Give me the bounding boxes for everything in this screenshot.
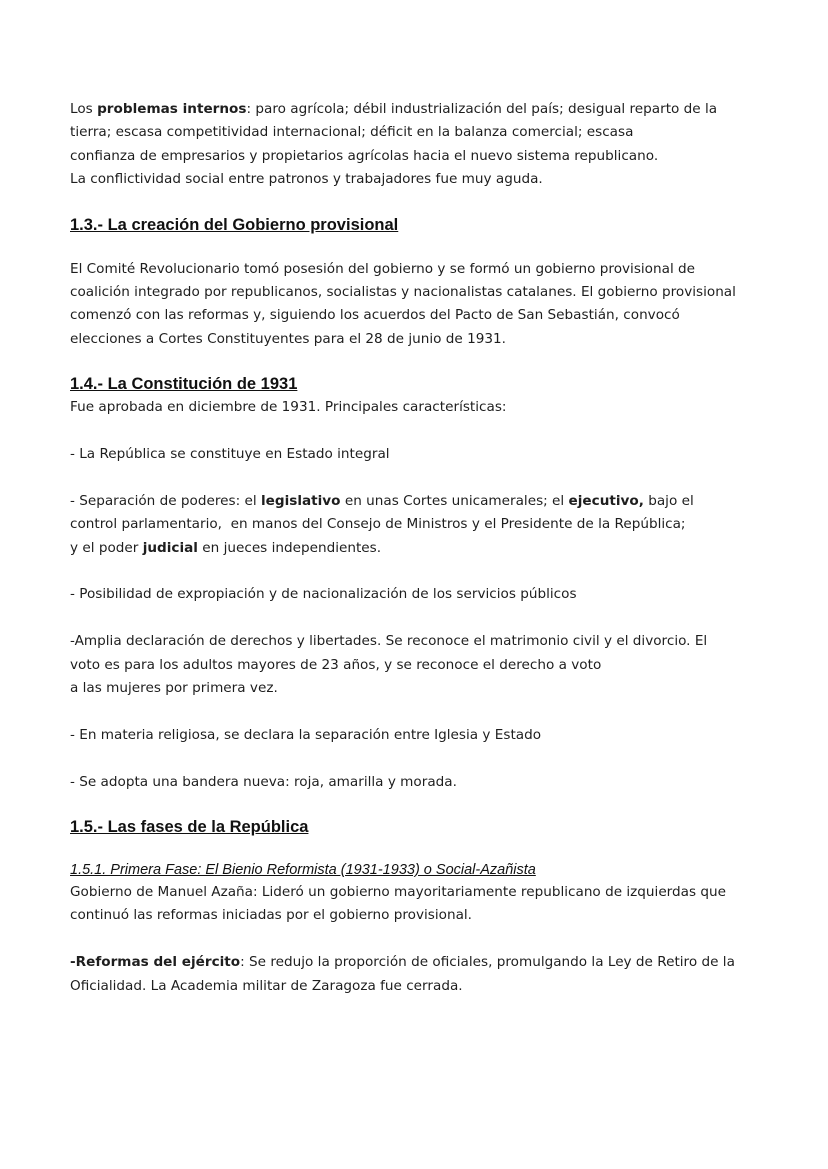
- paragraph-line: voto es para los adultos mayores de 23 años, y se reconoce el derecho a voto: [70, 656, 602, 673]
- list-item: [70, 583, 760, 606]
- section-heading-1-4: 1.4.- La Constitución de 1931: [70, 375, 298, 394]
- text: en unas Cortes unicamerales; el: [340, 492, 569, 509]
- paragraph-line: control parlamentario, en manos del Consejo de Ministros y el Presidente de la República;: [70, 516, 686, 533]
- paragraph-line: [70, 951, 760, 974]
- paragraph-line: [70, 490, 760, 513]
- bold-term: legislativo: [260, 492, 341, 509]
- paragraph-line: - La República se constituye en Estado integral: [70, 446, 390, 463]
- list-item: [70, 724, 760, 747]
- paragraph-azana: [70, 881, 760, 928]
- intro-line: [70, 98, 760, 121]
- document-page: [70, 98, 760, 998]
- paragraph-line: Oficialidad. La Academia militar de Zaragoza fue cerrada.: [70, 977, 463, 994]
- paragraph-gobierno-provisional: [70, 258, 760, 352]
- intro-paragraph: [70, 98, 760, 192]
- list-item: [70, 771, 760, 794]
- section-heading-1-5: 1.5.- Las fases de la República: [70, 818, 309, 837]
- paragraph-line: Gobierno de Manuel Azaña: Lideró un gobierno mayoritariamente republicano de izquierdas que: [70, 884, 726, 901]
- text: y el poder: [70, 539, 143, 556]
- paragraph-line: continuó las reformas iniciadas por el gobierno provisional.: [70, 907, 472, 924]
- bold-term: -Reformas del ejército: [70, 954, 241, 971]
- paragraph-line: a las mujeres por primera vez.: [70, 680, 278, 697]
- paragraph-line: coalición integrado por republicanos, socialistas y nacionalistas catalanes. El gobierno provisional: [70, 284, 736, 301]
- text: : paro agrícola; débil industrialización del país; desigual reparto de la: [246, 101, 718, 117]
- intro-line: confianza de empresarios y propietarios agrícolas hacia el nuevo sistema republicano.: [70, 147, 659, 164]
- paragraph-reformas-ejercito: [70, 951, 760, 998]
- list-item: [70, 630, 760, 700]
- list-item: [70, 490, 760, 560]
- paragraph-line: - Se adopta una bandera nueva: roja, amarilla y morada.: [70, 773, 457, 790]
- text: : Se redujo la proporción de oficiales, promulgando la Ley de Retiro de la: [240, 954, 735, 971]
- bold-term: ejecutivo,: [568, 492, 644, 509]
- subsection-heading-1-5-1: 1.5.1. Primera Fase: El Bienio Reformista (1931-1933) o Social-Azañista: [70, 862, 536, 879]
- section-heading-1-3: 1.3.- La creación del Gobierno provisional: [70, 215, 399, 234]
- paragraph-line: elecciones a Cortes Constituyentes para el 28 de junio de 1931.: [70, 330, 506, 347]
- bold-term: problemas internos: [97, 101, 247, 117]
- text: - Separación de poderes: el: [70, 492, 261, 509]
- constitution-intro: [70, 396, 760, 419]
- text: bajo el: [643, 492, 694, 509]
- list-item: [70, 443, 760, 466]
- paragraph-line: - Posibilidad de expropiación y de nacionalización de los servicios públicos: [70, 586, 577, 603]
- paragraph-line: [70, 537, 760, 560]
- intro-line: La conflictividad social entre patronos y trabajadores fue muy aguda.: [70, 171, 543, 188]
- text: Los: [70, 101, 98, 117]
- text: en jueces independientes.: [197, 539, 382, 556]
- paragraph-line: comenzó con las reformas y, siguiendo los acuerdos del Pacto de San Sebastián, convocó: [70, 307, 680, 324]
- bold-term: judicial: [142, 539, 198, 556]
- intro-line: tierra; escasa competitividad internacional; déficit en la balanza comercial; escasa: [70, 124, 634, 141]
- paragraph-line: - En materia religiosa, se declara la separación entre Iglesia y Estado: [70, 726, 542, 743]
- paragraph-line: El Comité Revolucionario tomó posesión del gobierno y se formó un gobierno provisional de: [70, 260, 696, 277]
- paragraph-line: Fue aprobada en diciembre de 1931. Principales características:: [70, 399, 507, 416]
- paragraph-line: -Amplia declaración de derechos y libertades. Se reconoce el matrimonio civil y el divorcio. El: [70, 633, 708, 650]
